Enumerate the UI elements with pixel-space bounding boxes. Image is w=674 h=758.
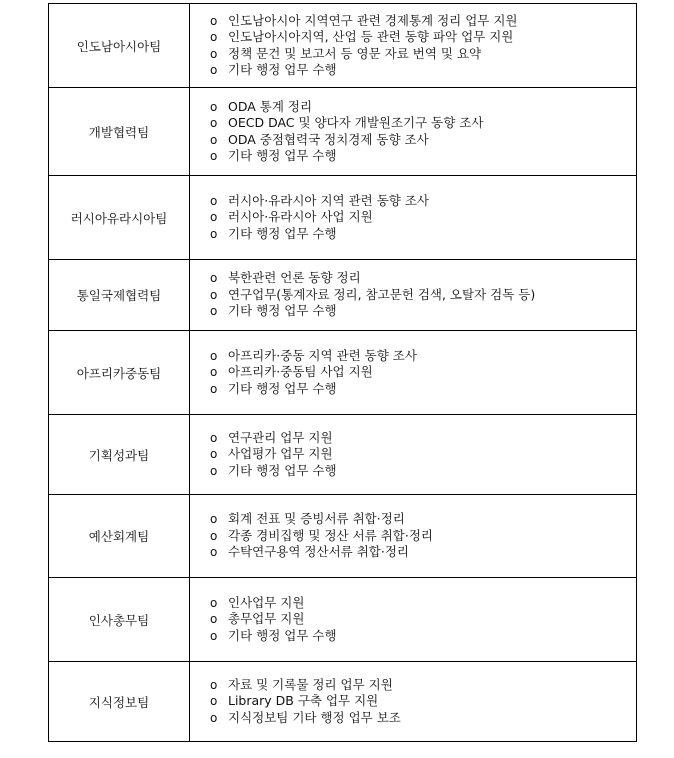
circle-bullet-icon: o bbox=[210, 13, 218, 28]
task-item bbox=[210, 99, 636, 116]
circle-bullet-icon: o bbox=[210, 30, 218, 44]
task-cell bbox=[190, 331, 637, 415]
task-text: 총무업무 지원 bbox=[228, 611, 305, 627]
task-text: 정책 문건 및 보고서 등 영문 자료 번역 및 요약 bbox=[228, 45, 482, 61]
task-item bbox=[210, 62, 636, 79]
task-item bbox=[210, 528, 636, 545]
circle-bullet-icon: o bbox=[210, 512, 218, 527]
task-item bbox=[210, 430, 636, 447]
task-text: ODA 중점협력국 정치경제 동향 조사 bbox=[228, 131, 429, 147]
circle-bullet-icon: o bbox=[210, 694, 218, 709]
circle-bullet-icon: o bbox=[210, 271, 218, 286]
team-name: 지식정보팀 bbox=[49, 662, 190, 742]
circle-bullet-icon: o bbox=[210, 710, 218, 725]
circle-bullet-icon: o bbox=[210, 193, 218, 208]
circle-bullet-icon: o bbox=[210, 365, 218, 380]
task-cell bbox=[190, 88, 637, 176]
task-list bbox=[210, 430, 636, 480]
circle-bullet-icon: o bbox=[210, 628, 218, 643]
task-text: 자료 및 기록물 정리 업무 지원 bbox=[228, 676, 393, 692]
task-text: 기타 행정 업무 수행 bbox=[228, 380, 337, 396]
task-item bbox=[210, 287, 636, 304]
team-row-unification-intl-cooperation bbox=[49, 260, 637, 331]
circle-bullet-icon: o bbox=[210, 447, 218, 462]
circle-bullet-icon: o bbox=[210, 612, 218, 627]
circle-bullet-icon: o bbox=[210, 545, 218, 560]
circle-bullet-icon: o bbox=[210, 149, 218, 163]
task-text: 기타 행정 업무 수행 bbox=[228, 627, 337, 643]
team-name: 개발협력팀 bbox=[49, 88, 190, 176]
task-text: 기타 행정 업무 수행 bbox=[228, 148, 337, 163]
circle-bullet-icon: o bbox=[210, 287, 218, 302]
task-item bbox=[210, 270, 636, 287]
task-cell bbox=[190, 260, 637, 331]
task-item bbox=[210, 710, 636, 727]
team-name: 인사총무팀 bbox=[49, 578, 190, 662]
task-item bbox=[210, 148, 636, 165]
task-text: 기타 행정 업무 수행 bbox=[228, 462, 337, 478]
task-text: 인도남아시아 지역연구 관련 경제통계 정리 업무 지원 bbox=[228, 12, 518, 28]
task-item bbox=[210, 13, 636, 30]
team-name: 아프리카중동팀 bbox=[49, 331, 190, 415]
task-item bbox=[210, 303, 636, 320]
circle-bullet-icon: o bbox=[210, 226, 218, 241]
task-text: 북한관련 언론 동향 정리 bbox=[228, 270, 361, 286]
task-item bbox=[210, 348, 636, 365]
task-list bbox=[210, 595, 636, 645]
task-item bbox=[210, 693, 636, 710]
task-text: 회계 전표 및 증빙서류 취합·정리 bbox=[228, 511, 405, 527]
task-item bbox=[210, 511, 636, 528]
task-item bbox=[210, 628, 636, 645]
team-row-africa-middle-east bbox=[49, 331, 637, 415]
circle-bullet-icon: o bbox=[210, 63, 218, 77]
team-name: 인도남아시아팀 bbox=[49, 4, 190, 88]
task-item bbox=[210, 132, 636, 149]
task-text: 기타 행정 업무 수행 bbox=[228, 62, 337, 77]
task-item bbox=[210, 544, 636, 561]
task-item bbox=[210, 115, 636, 132]
task-text: 기타 행정 업무 수행 bbox=[228, 303, 337, 319]
task-text: 연구관리 업무 지원 bbox=[228, 429, 333, 445]
team-row-budget-accounting bbox=[49, 495, 637, 578]
circle-bullet-icon: o bbox=[210, 304, 218, 319]
task-text: 아프리카·중동 지역 관련 동향 조사 bbox=[228, 347, 417, 363]
task-list bbox=[210, 270, 636, 320]
circle-bullet-icon: o bbox=[210, 381, 218, 396]
task-cell bbox=[190, 4, 637, 88]
task-text: ODA 통계 정리 bbox=[228, 98, 313, 114]
task-cell bbox=[190, 662, 637, 742]
task-text: 인사업무 지원 bbox=[228, 594, 305, 610]
task-item bbox=[210, 29, 636, 46]
team-row-development-cooperation bbox=[49, 88, 637, 176]
circle-bullet-icon: o bbox=[210, 677, 218, 692]
task-item bbox=[210, 193, 636, 210]
task-list bbox=[210, 193, 636, 243]
team-row-hr-general-affairs bbox=[49, 578, 637, 662]
circle-bullet-icon: o bbox=[210, 528, 218, 543]
task-text: 아프리카·중동팀 사업 지원 bbox=[228, 364, 373, 380]
task-cell bbox=[190, 176, 637, 260]
team-name: 러시아유라시아팀 bbox=[49, 176, 190, 260]
task-item bbox=[210, 677, 636, 694]
task-cell bbox=[190, 495, 637, 578]
task-item bbox=[210, 364, 636, 381]
task-text: 지식정보팀 기타 행정 업무 보조 bbox=[228, 709, 401, 725]
team-name: 통일국제협력팀 bbox=[49, 260, 190, 331]
task-item bbox=[210, 226, 636, 243]
circle-bullet-icon: o bbox=[210, 210, 218, 225]
task-item bbox=[210, 446, 636, 463]
task-item bbox=[210, 595, 636, 612]
task-cell bbox=[190, 578, 637, 662]
task-list bbox=[210, 677, 636, 727]
team-duties-table bbox=[48, 3, 637, 742]
task-item bbox=[210, 611, 636, 628]
task-text: 수탁연구용역 정산서류 취합·정리 bbox=[228, 544, 409, 560]
task-text: 사업평가 업무 지원 bbox=[228, 446, 333, 462]
task-text: 러시아·유라시아 지역 관련 동향 조사 bbox=[228, 192, 429, 208]
task-item bbox=[210, 463, 636, 480]
team-row-planning-performance bbox=[49, 415, 637, 495]
circle-bullet-icon: o bbox=[210, 132, 218, 147]
task-text: 연구업무(통계자료 정리, 참고문헌 검색, 오탈자 검독 등) bbox=[228, 286, 536, 302]
task-list bbox=[210, 13, 636, 79]
task-text: 러시아·유라시아 사업 지원 bbox=[228, 209, 373, 225]
team-row-india-south-asia bbox=[49, 4, 637, 88]
task-text: Library DB 구축 업무 지원 bbox=[228, 693, 379, 709]
task-item bbox=[210, 381, 636, 398]
task-item bbox=[210, 209, 636, 226]
circle-bullet-icon: o bbox=[210, 595, 218, 610]
task-list bbox=[210, 511, 636, 561]
circle-bullet-icon: o bbox=[210, 348, 218, 363]
task-text: 각종 경비집행 및 정산 서류 취합·정리 bbox=[228, 527, 433, 543]
task-list bbox=[210, 99, 636, 165]
task-item bbox=[210, 46, 636, 63]
task-cell bbox=[190, 415, 637, 495]
circle-bullet-icon: o bbox=[210, 99, 218, 114]
team-name: 기획성과팀 bbox=[49, 415, 190, 495]
circle-bullet-icon: o bbox=[210, 46, 218, 61]
circle-bullet-icon: o bbox=[210, 430, 218, 445]
team-row-russia-eurasia bbox=[49, 176, 637, 260]
task-text: OECD DAC 및 양다자 개발원조기구 동향 조사 bbox=[228, 115, 484, 130]
task-text: 인도남아시아지역, 산업 등 관련 동향 파악 업무 지원 bbox=[228, 29, 514, 44]
team-name: 예산회계팀 bbox=[49, 495, 190, 578]
task-list bbox=[210, 348, 636, 398]
circle-bullet-icon: o bbox=[210, 116, 218, 130]
task-text: 기타 행정 업무 수행 bbox=[228, 225, 337, 241]
circle-bullet-icon: o bbox=[210, 463, 218, 478]
team-row-knowledge-information bbox=[49, 662, 637, 742]
